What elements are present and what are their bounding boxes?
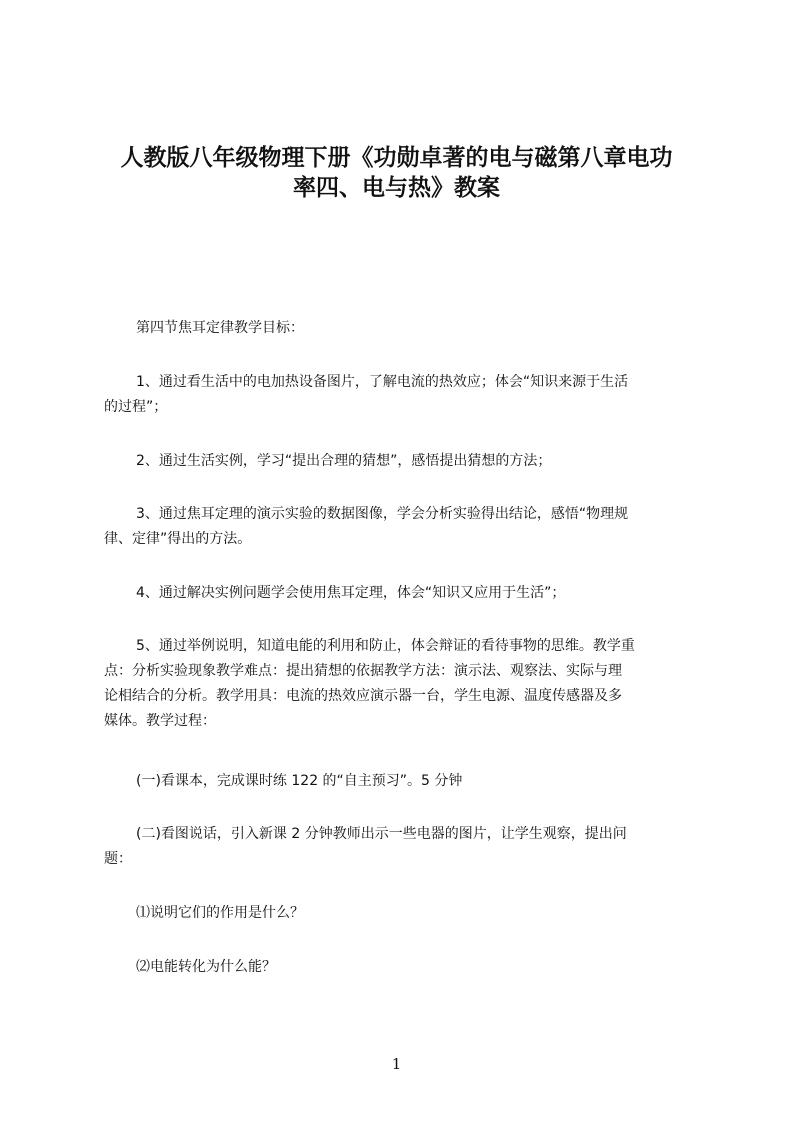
text-line: 2、通过生活实例，学习“提出合理的猜想”，感悟提出猜想的方法； bbox=[136, 453, 552, 469]
text-line: 题： bbox=[104, 851, 132, 867]
step-1 bbox=[104, 769, 704, 794]
objective-4 bbox=[104, 581, 704, 606]
step-2 bbox=[104, 822, 704, 872]
text-line: 律、定律”得出的方法。 bbox=[104, 531, 252, 547]
text-line: 5、通过举例说明，知道电能的利用和防止，体会辩证的看待事物的思维。教学重 bbox=[136, 638, 635, 654]
objective-5-and-teaching-info bbox=[104, 634, 704, 734]
question-1 bbox=[104, 901, 704, 926]
objective-2 bbox=[104, 449, 704, 474]
text-line: 点：分析实验现象教学难点：提出猜想的依据教学方法：演示法、观察法、实际与理 bbox=[104, 663, 622, 679]
text-line: 3、通过焦耳定理的演示实验的数据图像，学会分析实验得出结论，感悟“物理规 bbox=[136, 506, 629, 522]
objective-1 bbox=[104, 370, 704, 420]
text-line: ⑴说明它们的作用是什么？ bbox=[136, 905, 304, 921]
text-line: 论相结合的分析。教学用具：电流的热效应演示器一台，学生电源、温度传感器及多 bbox=[104, 688, 622, 704]
text-line: 1、通过看生活中的电加热设备图片，了解电流的热效应；体会“知识来源于生活 bbox=[136, 374, 629, 390]
text-line: (二)看图说话，引入新课 2 分钟教师出示一些电器的图片，让学生观察，提出问 bbox=[136, 826, 627, 842]
objectives-heading bbox=[104, 316, 704, 341]
text-line: (一)看课本，完成课时练 122 的“自主预习”。5 分钟 bbox=[136, 773, 463, 789]
text-line: 的过程”； bbox=[104, 399, 168, 415]
page-number: 1 bbox=[391, 1055, 402, 1073]
text-line: 媒体。教学过程： bbox=[104, 713, 216, 729]
question-2 bbox=[104, 955, 704, 980]
text-line: ⑵电能转化为什么能？ bbox=[136, 959, 276, 975]
document-title-line-1: 人教版八年级物理下册《功勋卓著的电与磁第八章电功 bbox=[120, 145, 673, 171]
objective-3 bbox=[104, 502, 704, 552]
document-title-line-2: 率四、电与热》教案 bbox=[293, 175, 500, 201]
text-line: 4、通过解决实例问题学会使用焦耳定理，体会“知识又应用于生活”； bbox=[136, 585, 566, 601]
text-line: 第四节焦耳定律教学目标： bbox=[136, 320, 304, 336]
